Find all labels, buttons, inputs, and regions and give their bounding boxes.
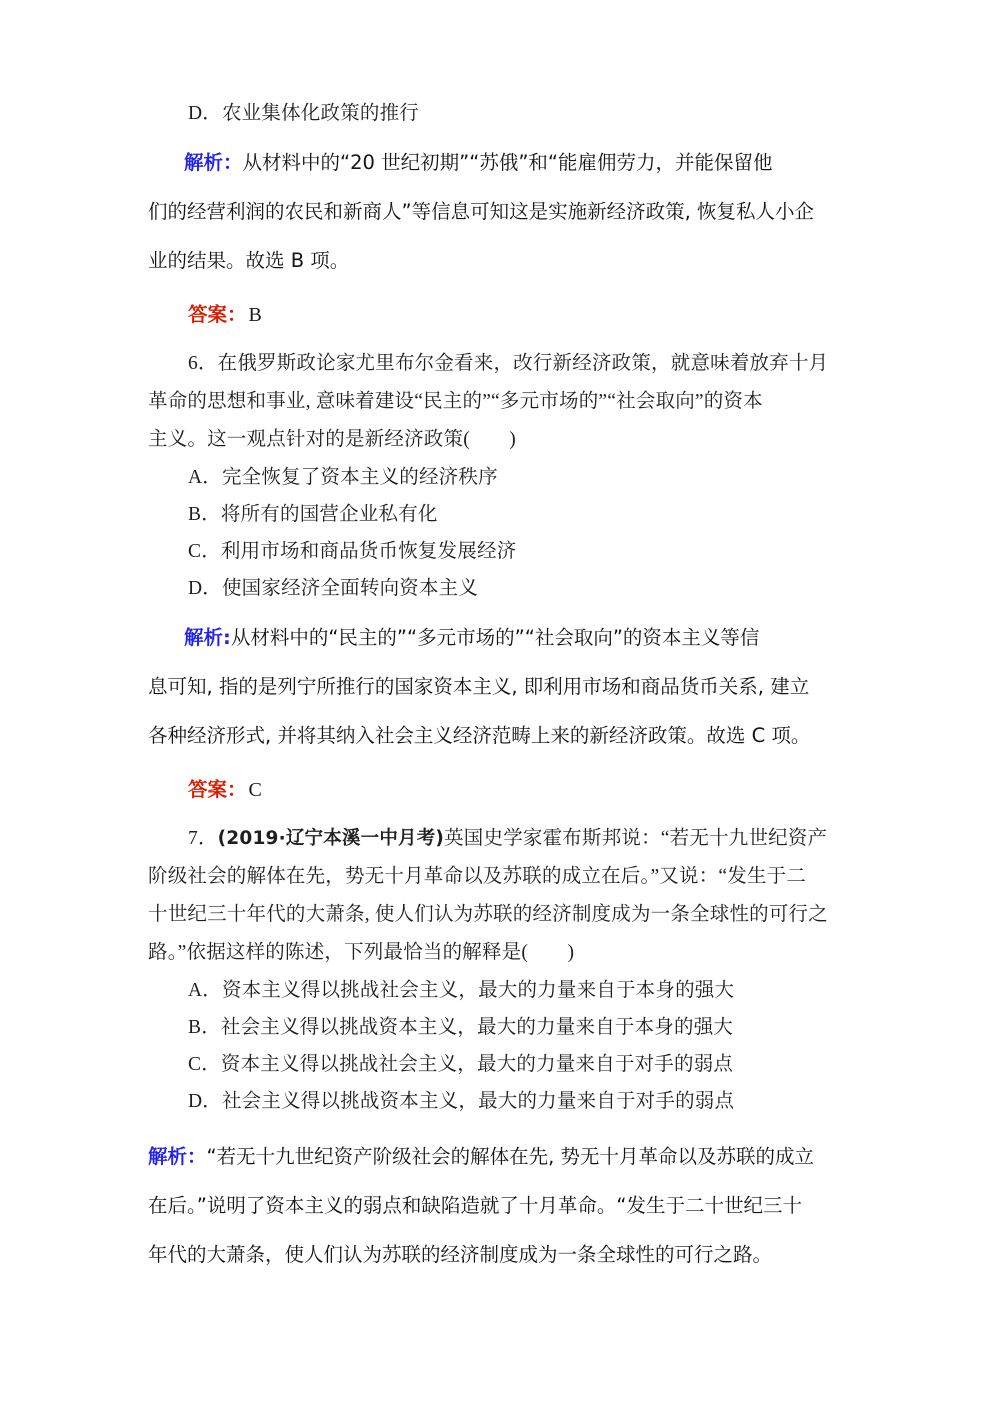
q6-answer-value: C bbox=[248, 779, 262, 801]
q6-number: 6． bbox=[188, 353, 218, 374]
q5-analysis-block bbox=[148, 138, 848, 187]
q7-stem-line-3: 十世纪三十年代的大萧条, 使人们认为苏联的经济制度成为一条全球性的可行之 bbox=[148, 904, 828, 925]
q7-stem-text-1: 英国史学家霍布斯邦说：“若无十九世纪资产 bbox=[444, 828, 828, 849]
q6-stem-line-3: 主义。这一观点针对的是新经济政策( ) bbox=[148, 429, 516, 450]
q5-answer-value: B bbox=[248, 304, 262, 326]
q7-analysis-line-2-wrap bbox=[148, 1181, 848, 1230]
q5-analysis-line-3: 业的结果。故选 B 项。 bbox=[148, 249, 350, 272]
analysis-label: 解析： bbox=[184, 151, 243, 174]
q5-analysis-line-1: 从材料中的“20 世纪初期”“苏俄”和“能雇佣劳力，并能保留他 bbox=[242, 151, 773, 174]
q6-option-c[interactable]: C．利用市场和商品货币恢复发展经济 bbox=[188, 541, 517, 562]
q6-analysis-line-2-wrap bbox=[148, 662, 848, 711]
answer-label: 答案： bbox=[188, 778, 247, 801]
page-content bbox=[148, 95, 848, 1279]
q6-option-a[interactable]: A．完全恢复了资本主义的经济秩序 bbox=[188, 467, 498, 488]
q7-source-tag: (2019·辽宁本溪一中月考) bbox=[217, 828, 445, 849]
q6-option-b[interactable]: B．将所有的国营企业私有化 bbox=[188, 504, 438, 525]
q7-option-b[interactable]: B．社会主义得以挑战资本主义，最大的力量来自于本身的强大 bbox=[188, 1017, 734, 1038]
analysis-label: 解析： bbox=[148, 1145, 207, 1168]
q7-stem-line-1 bbox=[148, 820, 848, 858]
q6-stem-line-1 bbox=[148, 345, 848, 383]
q6-analysis-line-1: 从材料中的“民主的”“多元市场的”“社会取向”的资本主义等信 bbox=[230, 626, 760, 649]
q7-stem-line-4: 路。”依据这样的陈述，下列最恰当的解释是( ) bbox=[148, 942, 575, 963]
q5-analysis-line-3-wrap bbox=[148, 236, 848, 285]
q6-stem-line-2: 革命的思想和事业, 意味着建设“民主的”“多元市场的”“社会取向”的资本 bbox=[148, 391, 763, 412]
q5-option-d: D．农业集体化政策的推行 bbox=[188, 103, 419, 124]
q7-stem-line-2: 阶级社会的解体在先，势无十月革命以及苏联的成立在后。”又说：“发生于二 bbox=[148, 866, 807, 887]
q7-analysis-line-3: 年代的大萧条，使人们认为苏联的经济制度成为一条全球性的可行之路。 bbox=[148, 1243, 773, 1266]
analysis-label: 解析: bbox=[184, 626, 231, 649]
q6-option-d[interactable]: D．使国家经济全面转向资本主义 bbox=[188, 578, 479, 599]
answer-label: 答案： bbox=[188, 303, 247, 326]
q7-number: 7． bbox=[188, 828, 218, 849]
q6-analysis-block bbox=[148, 613, 848, 662]
q6-answer-block bbox=[148, 766, 848, 814]
q6-analysis-line-2: 息可知, 指的是列宁所推行的国家资本主义, 即利用市场和商品货币关系, 建立 bbox=[148, 675, 810, 698]
q7-analysis-line-1: “若无十九世纪资产阶级社会的解体在先, 势无十月革命以及苏联的成立 bbox=[206, 1145, 815, 1168]
q6-analysis-line-3: 各种经济形式, 并将其纳入社会主义经济范畴上来的新经济政策。故选 C 项。 bbox=[148, 724, 811, 747]
q7-option-c[interactable]: C．资本主义得以挑战社会主义，最大的力量来自于对手的弱点 bbox=[188, 1054, 734, 1075]
q5-answer-block bbox=[148, 291, 848, 339]
q6-stem-text-1: 在俄罗斯政论家尤里布尔金看来，改行新经济政策，就意味着放弃十月 bbox=[217, 353, 829, 374]
spacer bbox=[148, 1120, 848, 1132]
q5-analysis-line-2-wrap bbox=[148, 187, 848, 236]
q7-option-d[interactable]: D．社会主义得以挑战资本主义，最大的力量来自于对手的弱点 bbox=[188, 1091, 735, 1112]
q7-analysis-line-2: 在后。”说明了资本主义的弱点和缺陷造就了十月革命。“发生于二十世纪三十 bbox=[148, 1194, 802, 1217]
q7-option-a[interactable]: A．资本主义得以挑战社会主义，最大的力量来自于本身的强大 bbox=[188, 980, 735, 1001]
q7-analysis-line-3-wrap bbox=[148, 1230, 848, 1279]
q5-analysis-line-2: 们的经营利润的农民和新商人”等信息可知这是实施新经济政策, 恢复私人小企 bbox=[148, 200, 814, 223]
q7-analysis-block bbox=[148, 1132, 848, 1181]
q6-analysis-line-3-wrap bbox=[148, 711, 848, 760]
